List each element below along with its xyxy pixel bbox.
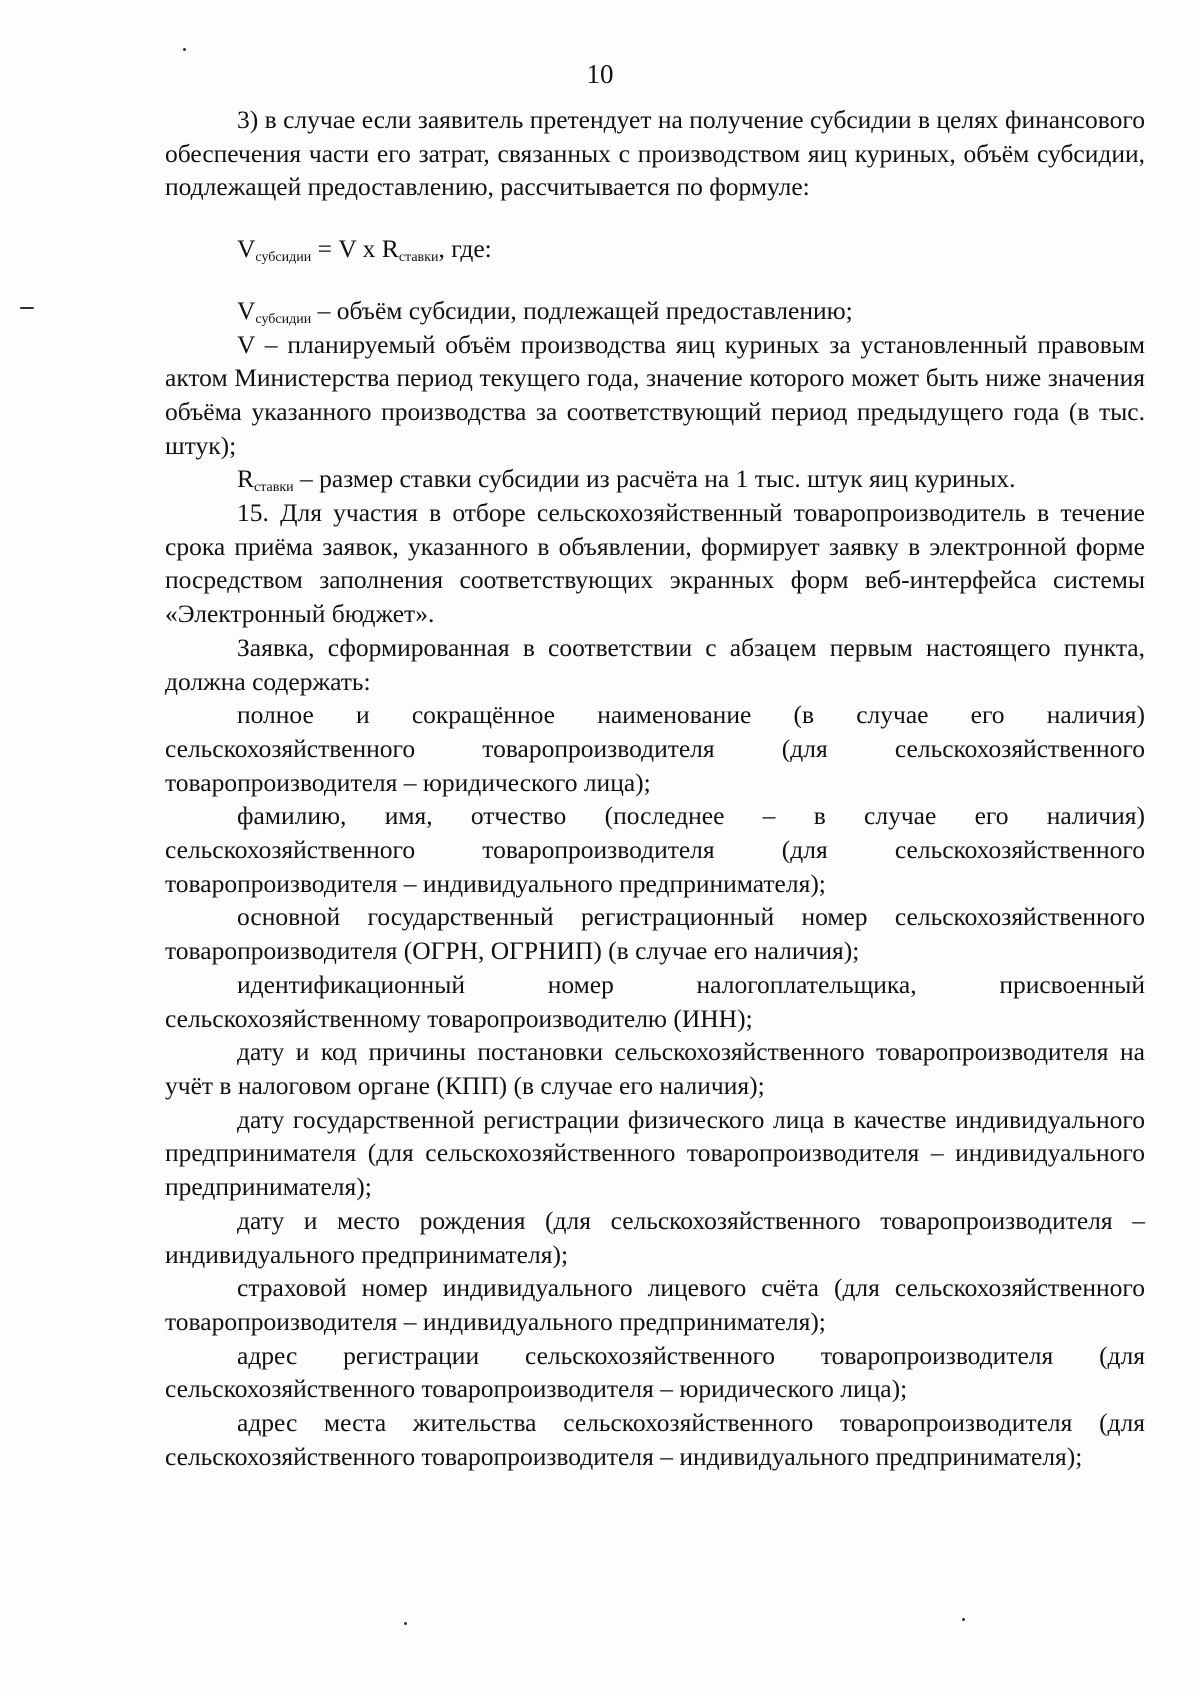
subsidy-formula bbox=[165, 232, 1145, 266]
scan-speck bbox=[404, 1622, 407, 1625]
document-body bbox=[165, 103, 1145, 1473]
formula-tail: , где: bbox=[438, 234, 492, 264]
definition-v-subscript: субсидии bbox=[255, 311, 312, 327]
paragraph-formula-intro: 3) в случае если заявитель претендует на получение субсидии в целях финансового обеспечения части его затрат, связанных с производством яиц куриных, объём субсидии, подлежащей предоставлению, рассчитывается по формуле: bbox=[165, 105, 1145, 202]
list-item: дату государственной регистрации физического лица в качестве индивидуального предпринимателя (для сельскохозяйственного товаропроизводителя – индивидуального предпринимателя); bbox=[165, 1104, 1145, 1202]
list-item: адрес места жительства сельскохозяйственного товаропроизводителя (для сельскохозяйственного товаропроизводителя – индивидуального предпринимателя); bbox=[165, 1408, 1145, 1471]
scan-speck bbox=[962, 1618, 965, 1621]
list-item: идентификационный номер налогоплательщика, присвоенный сельскохозяйственному товаропроизводителю (ИНН); bbox=[165, 969, 1145, 1033]
definition-v-subsidy bbox=[165, 294, 1145, 328]
definition-v-text: – объём субсидии, подлежащей предоставлению; bbox=[311, 295, 853, 325]
list-item: фамилию, имя, отчество (последнее – в случае его наличия) сельскохозяйственного товаропроизводителя (для сельскохозяйственного товаропроизводителя – индивидуального предпринимателя); bbox=[165, 801, 1145, 898]
formula-v-symbol: V bbox=[237, 234, 256, 264]
list-item: полное и сокращённое наименование (в случае его наличия) сельскохозяйственного товаропроизводителя (для сельскохозяйственного товаропроизводителя – юридического лица); bbox=[165, 700, 1145, 797]
formula-v-subscript: субсидии bbox=[255, 250, 312, 266]
definition-r-text: – размер ставки субсидии из расчёта на 1 тыс. штук яиц куриных. bbox=[293, 464, 1016, 494]
paragraph-application-intro: Заявка, сформированная в соответствии с абзацем первым настоящего пункта, должна содержать: bbox=[165, 632, 1145, 696]
list-item: адрес регистрации сельскохозяйственного товаропроизводителя (для сельскохозяйственного товаропроизводителя – юридического лица); bbox=[165, 1340, 1145, 1404]
formula-r-subscript: ставки bbox=[398, 250, 439, 266]
definition-r-subscript: ставки bbox=[254, 480, 294, 496]
definition-v-symbol: V bbox=[237, 295, 256, 325]
list-item: основной государственный регистрационный номер сельскохозяйственного товаропроизводителя (ОГРН, ОГРНИП) (в случае его наличия); bbox=[165, 902, 1145, 966]
definition-r bbox=[165, 462, 1145, 496]
paragraph-15: 15. Для участия в отборе сельскохозяйственный товаропроизводитель в течение срока приёма заявок, указанного в объявлении, формирует заявку в электронной форме посредством заполнения соответствующих экранных форм веб-интерфейса системы «Электронный бюджет». bbox=[165, 498, 1145, 629]
formula-middle: = V x R bbox=[311, 234, 399, 264]
list-item: дату и код причины постановки сельскохозяйственного товаропроизводителя на учёт в налоговом органе (КПП) (в случае его наличия); bbox=[165, 1037, 1145, 1100]
list-item: дату и место рождения (для сельскохозяйственного товаропроизводителя – индивидуального предпринимателя); bbox=[165, 1205, 1145, 1269]
page-number: 10 bbox=[586, 59, 614, 89]
definition-v: V – планируемый объём производства яиц куриных за установленный правовым актом Министерства период текущего года, значение которого может быть ниже значения объёма указанного производства за соответствующий период предыдущего года (в тыс. штук); bbox=[165, 329, 1145, 460]
scan-speck bbox=[20, 307, 34, 309]
scan-speck bbox=[183, 48, 186, 51]
definition-r-symbol: R bbox=[237, 464, 255, 494]
list-item: страховой номер индивидуального лицевого счёта (для сельскохозяйственного товаропроизводителя – индивидуального предпринимателя); bbox=[165, 1273, 1145, 1336]
